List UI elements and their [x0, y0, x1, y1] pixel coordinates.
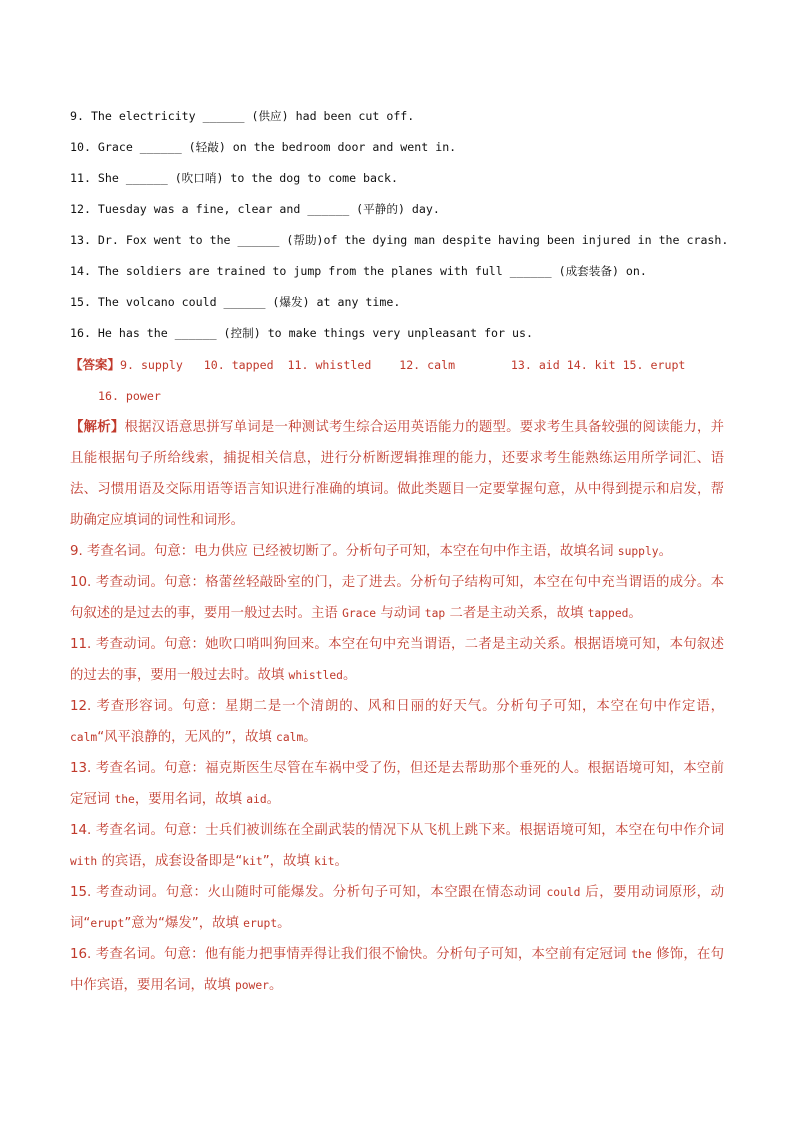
analysis-item-14: 14. 考查名词。句意：士兵们被训练在全副武装的情况下从飞机上跳下来。根据语境可知，本空在句中作介词 with 的宾语，成套设备即是“kit”，故填 kit。	[70, 823, 724, 869]
answer-line-continued: 16. power	[98, 389, 161, 403]
question-10: 10. Grace ______ (轻敲) on the bedroom door and went in.	[70, 140, 457, 154]
analysis-item-15: 15. 考查动词。句意：火山随时可能爆发。分析句子可知，本空跟在情态动词 could 后，要用动词原形，动词“erupt”意为“爆发”，故填 erupt。	[70, 885, 724, 931]
analysis-item-10: 10. 考查动词。句意：格蕾丝轻敲卧室的门，走了进去。分析句子结构可知，本空在句中充当谓语的成分。本句叙述的是过去的事，要用一般过去时。主语 Grace 与动词 tap 二者是主动关系，故填 tapped。	[70, 575, 724, 621]
question-13: 13. Dr. Fox went to the ______ (帮助)of the dying man despite having been injured in the crash.	[70, 233, 729, 247]
analysis-item-9: 9. 考查名词。句意：电力供应 已经被切断了。分析句子可知，本空在句中作主语，故填名词 supply。	[70, 544, 672, 559]
question-list	[70, 101, 729, 349]
question-16: 16. He has the ______ (控制) to make things very unpleasant for us.	[70, 326, 533, 340]
analysis-item-11: 11. 考查动词。句意：她吹口哨叫狗回来。本空在句中充当谓语，二者是主动关系。根据语境可知，本句叙述的过去的事，要用一般过去时。故填 whistled。	[70, 637, 724, 683]
analysis-intro	[70, 412, 724, 536]
analysis-block	[70, 412, 724, 1001]
answer-line	[70, 349, 724, 381]
analysis-item-16: 16. 考查名词。句意：他有能力把事情弄得让我们很不愉快。分析句子可知，本空前有定冠词 the 修饰，在句中作宾语，要用名词，故填 power。	[70, 947, 724, 993]
question-14: 14. The soldiers are trained to jump from the planes with full ______ (成套装备) on.	[70, 264, 647, 278]
analysis-item-13: 13. 考查名词。句意：福克斯医生尽管在车祸中受了伤，但还是去帮助那个垂死的人。根据语境可知，本空前定冠词 the，要用名词，故填 aid。	[70, 761, 724, 807]
answer-values: 9. supply 10. tapped 11. whistled 12. calm 13. aid 14. kit 15. erupt	[120, 358, 686, 372]
analysis-tag: 【解析】	[70, 420, 125, 435]
analysis-intro-text: 根据汉语意思拼写单词是一种测试考生综合运用英语能力的题型。要求考生具备较强的阅读能力，并且能根据句子所给线索，捕捉相关信息，进行分析断逻辑推理的能力，还要求考生能熟练运用所学词汇、语法、习惯用语及交际用语等语言知识进行准确的填词。做此类题目一定要掌握句意，从中得到提示和启发，帮助确定应填词的词性和词形。	[70, 420, 725, 528]
question-15: 15. The volcano could ______ (爆发) at any time.	[70, 295, 401, 309]
answer-block	[70, 349, 724, 412]
question-9: 9. The electricity ______ (供应) had been cut off.	[70, 109, 415, 123]
question-12: 12. Tuesday was a fine, clear and ______ (平静的) day.	[70, 202, 440, 216]
question-11: 11. She ______ (吹口哨) to the dog to come back.	[70, 171, 398, 185]
answer-tag: 【答案】	[70, 357, 121, 372]
analysis-item-12: 12. 考查形容词。句意：星期二是一个清朗的、风和日丽的好天气。分析句子可知，本空在句中作定语，calm“风平浪静的，无风的”，故填 calm。	[70, 699, 724, 745]
